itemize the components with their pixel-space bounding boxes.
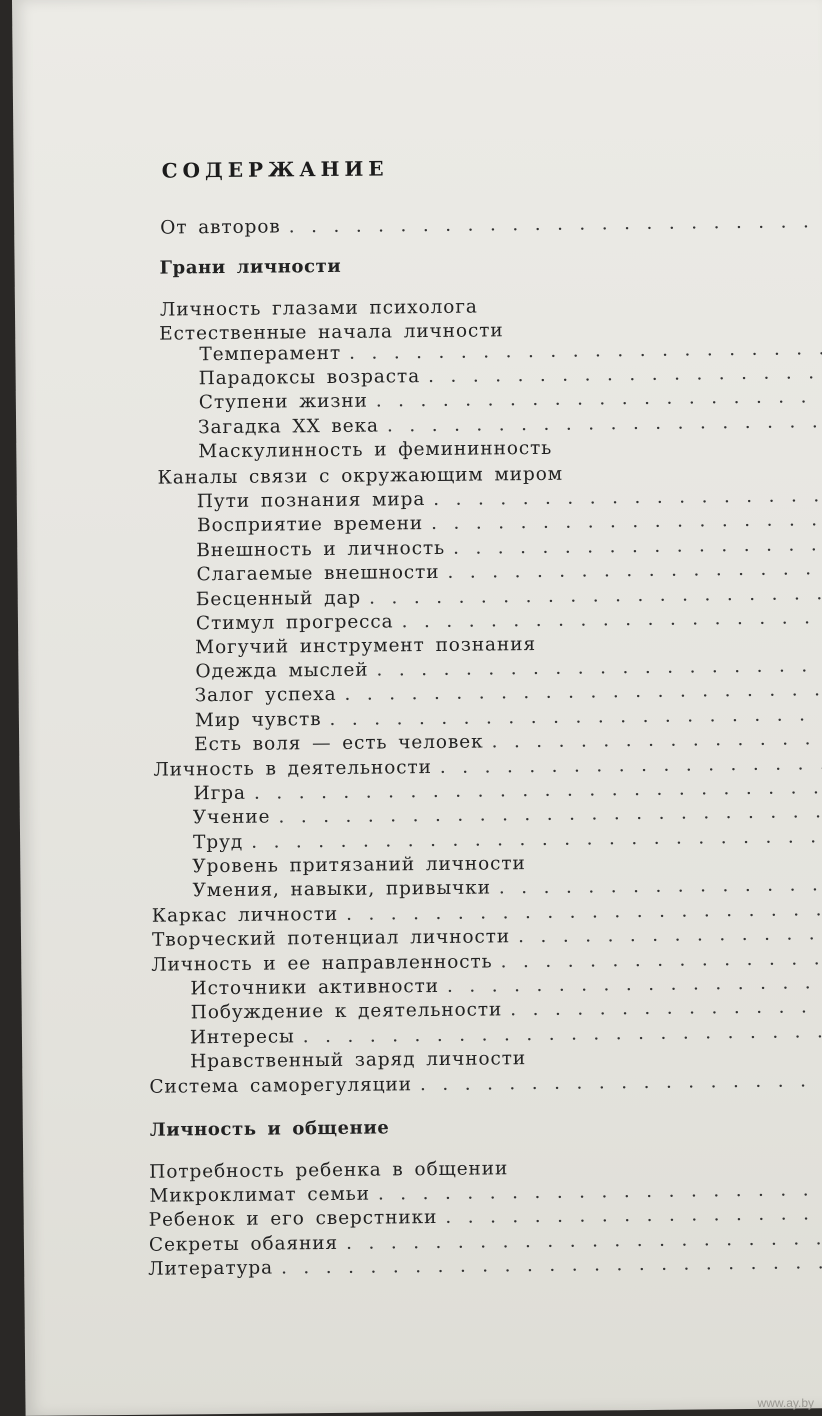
toc-entry-label: Пути познания мира (196, 489, 426, 513)
toc-entry-label: Система саморегуляции (149, 1074, 413, 1098)
toc-entry (198, 434, 822, 464)
toc-entry-label: Личность и общение (149, 1117, 390, 1141)
toc-entry-label: Залог успеха (194, 683, 337, 707)
toc-entry-label: Парадоксы возраста (198, 366, 421, 390)
toc-section-heading (150, 1112, 822, 1143)
toc-entry-label: Нравственный заряд личности (190, 1048, 527, 1073)
toc-entry-label: Личность в деятельности (153, 757, 432, 781)
toc-entry-label: Слагаемые внешности (196, 561, 440, 586)
toc-entry-label: Интересы (189, 1026, 295, 1049)
toc-entry-label: Творческий потенциал личности (151, 926, 511, 951)
page-title: СОДЕРЖАНИЕ (161, 156, 389, 183)
toc-entry-label: Внешность и личность (196, 537, 446, 562)
toc-entry-label: Восприятие времени (196, 513, 424, 537)
toc-entry-label: Каналы связи с окружающим миром (157, 463, 564, 489)
toc-entry-label: Мир чувств (194, 709, 322, 732)
toc-entry-label: Игра (193, 782, 247, 805)
toc-entry-label: Одежда мыслей (195, 659, 369, 683)
toc-entry-label: Темперамент (199, 342, 342, 366)
toc-entry-label: Личность и ее направленность (151, 951, 493, 976)
book-page (12, 0, 822, 1416)
toc-entry-label: Учение (192, 806, 271, 829)
toc-entry-label: Побуждение к деятельности (190, 999, 503, 1024)
toc-entry-label: Труд (192, 831, 244, 854)
toc-entry-label: Литература (148, 1257, 274, 1280)
toc-entry-label: От авторов (160, 216, 281, 239)
toc-entry-label: Уровень притязаний личности (192, 853, 526, 878)
toc-entry-label: Могучий инструмент познания (195, 634, 537, 659)
toc-entry-label: Личность глазами психолога (159, 296, 478, 321)
toc-entry-label: Естественные начала личности (159, 320, 504, 345)
toc-section-heading (159, 250, 822, 280)
watermark: www.ay.by (757, 1396, 814, 1410)
toc-entry-label: Ступени жизни (198, 390, 368, 414)
toc-entry-label: Каркас личности (151, 903, 339, 927)
toc-entry-label: Источники активности (190, 975, 440, 1000)
toc-entry-label: Бесценный дар (195, 587, 362, 611)
toc-entry-label: Ребенок и его сверстники (148, 1206, 438, 1231)
toc-entry-label: Микроклимат семьи (149, 1183, 370, 1207)
toc-entry-label: Потребность ребенка в общении (149, 1158, 509, 1183)
toc-entry-label: Секреты обаяния (148, 1232, 339, 1256)
toc-entry-label: Загадка XX века (198, 415, 380, 439)
toc-entry (160, 210, 822, 240)
toc-entry-label: Грани личности (159, 255, 342, 279)
toc-entry-label: Стимул прогресса (195, 611, 394, 635)
toc-entry-label: Есть воля — есть человек (194, 731, 484, 756)
toc-entry-label: Умения, навыки, привычки (192, 877, 491, 902)
toc-entry-label: Маскулинность и фемининность (198, 437, 553, 463)
